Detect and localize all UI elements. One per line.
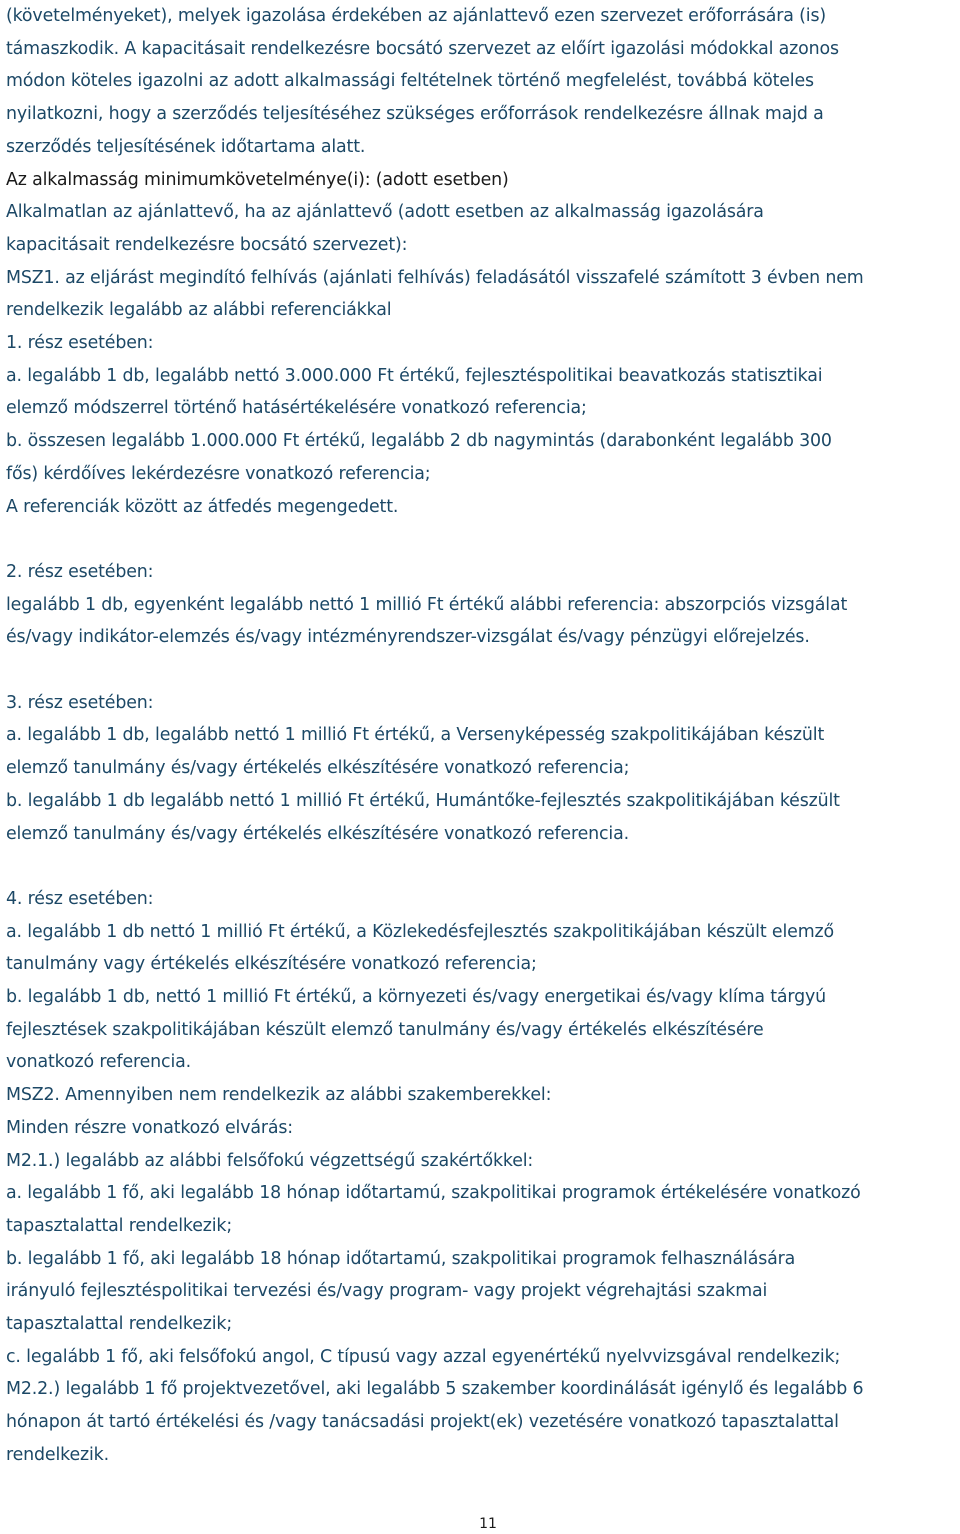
text-line: a. legalább 1 fő, aki legalább 18 hónap időtartamú, szakpolitikai programok értékelésére vonatkozó [6,1183,861,1204]
text-line: a. legalább 1 db, legalább nettó 3.000.000 Ft értékű, fejlesztéspolitikai beavatkozás statisztikai [6,365,823,386]
paragraph [6,556,956,589]
text-line: a. legalább 1 db, legalább nettó 1 millió Ft értékű, a Versenyképesség szakpolitikájában készült [6,725,825,746]
paragraph [6,1341,956,1374]
text-line: tapasztalattal rendelkezik; [6,1314,233,1335]
text-line: M2.1.) legalább az alábbi felsőfokú végzettségű szakértőkkel: [6,1150,534,1171]
section-heading [6,164,956,197]
text-line: a. legalább 1 db nettó 1 millió Ft értékű, a Közlekedésfejlesztés szakpolitikájában készült elemző [6,921,834,942]
text-line: hónapon át tartó értékelési és /vagy tanácsadási projekt(ek) vezetésére vonatkozó tapasztalattal [6,1412,839,1433]
text-line: Az alkalmasság minimumkövetelménye(i): (adott esetben) [6,169,509,190]
text-line: Minden részre vonatkozó elvárás: [6,1117,294,1138]
text-line: rendelkezik legalább az alábbi referenciákkal [6,300,392,321]
paragraph [6,1243,956,1341]
text-line: A referenciák között az átfedés megengedett. [6,496,399,517]
page-number: 11 [479,1516,497,1532]
text-line: 1. rész esetében: [6,333,154,354]
paragraph [6,916,956,981]
text-line: rendelkezik. [6,1444,109,1465]
paragraph [6,262,956,327]
document-body [6,0,956,1472]
text-line: MSZ1. az eljárást megindító felhívás (ajánlati felhívás) feladásától visszafelé számított 3 évben nem [6,267,864,288]
paragraph-gap [6,523,956,556]
text-line: b. legalább 1 db legalább nettó 1 millió Ft értékű, Humántőke-fejlesztés szakpolitikájában készült [6,790,840,811]
text-line: elemző módszerrel történő hatásértékelésére vonatkozó referencia; [6,398,587,419]
text-line: vonatkozó referencia. [6,1052,192,1073]
paragraph [6,1112,956,1145]
paragraph [6,1373,956,1471]
text-line: tapasztalattal rendelkezik; [6,1215,233,1236]
paragraph [6,981,956,1079]
text-line: c. legalább 1 fő, aki felsőfokú angol, C típusú vagy azzal egyenértékű nyelvvizsgával rendelkezik; [6,1346,841,1367]
paragraph [6,719,956,784]
paragraph [6,1145,956,1178]
text-line: M2.2.) legalább 1 fő projektvezetővel, aki legalább 5 szakember koordinálását igénylő és legalább 6 [6,1379,864,1400]
text-line: (követelményeket), melyek igazolása érdekében az ajánlattevő ezen szervezet erőforrására (is) [6,6,827,26]
paragraph [6,327,956,360]
text-line: módon köteles igazolni az adott alkalmassági feltételnek történő megfelelést, továbbá köteles [6,71,814,92]
paragraph [6,0,956,164]
paragraph-gap [6,654,956,687]
text-line: 3. rész esetében: [6,692,154,713]
text-line: 2. rész esetében: [6,561,154,582]
text-line: fős) kérdőíves lekérdezésre vonatkozó referencia; [6,463,431,484]
text-line: MSZ2. Amennyiben nem rendelkezik az alábbi szakemberekkel: [6,1085,552,1106]
paragraph [6,589,956,654]
text-line: nyilatkozni, hogy a szerződés teljesítéséhez szükséges erőforrások rendelkezésre állnak majd a [6,104,824,125]
text-line: és/vagy indikátor-elemzés és/vagy intézményrendszer-vizsgálat és/vagy pénzügyi előrejelzés. [6,627,810,648]
text-line: b. legalább 1 fő, aki legalább 18 hónap időtartamú, szakpolitikai programok felhasználására [6,1248,796,1269]
paragraph [6,196,956,261]
paragraph [6,1079,956,1112]
text-line: Alkalmatlan az ajánlattevő, ha az ajánlattevő (adott esetben az alkalmasság igazolására [6,202,764,223]
text-line: szerződés teljesítésének időtartama alatt. [6,136,366,157]
text-line: tanulmány vagy értékelés elkészítésére vonatkozó referencia; [6,954,537,975]
text-line: fejlesztések szakpolitikájában készült elemző tanulmány és/vagy értékelés elkészítésére [6,1019,764,1040]
paragraph [6,883,956,916]
paragraph [6,360,956,425]
text-line: elemző tanulmány és/vagy értékelés elkészítésére vonatkozó referencia; [6,758,630,779]
paragraph [6,491,956,524]
text-line: legalább 1 db, egyenként legalább nettó 1 millió Ft értékű alábbi referencia: abszorpciós vizsgálat [6,594,848,615]
text-line: b. összesen legalább 1.000.000 Ft értékű, legalább 2 db nagymintás (darabonként legalább 300 [6,431,832,452]
text-line: b. legalább 1 db, nettó 1 millió Ft értékű, a környezeti és/vagy energetikai és/vagy klíma tárgyú [6,987,826,1008]
text-line: támaszkodik. A kapacitásait rendelkezésre bocsátó szervezet az előírt igazolási módokkal azonos [6,38,839,59]
paragraph [6,1177,956,1242]
paragraph [6,687,956,720]
text-line: 4. rész esetében: [6,888,154,909]
paragraph-gap [6,850,956,883]
text-line: kapacitásait rendelkezésre bocsátó szervezet): [6,234,408,255]
paragraph [6,425,956,490]
text-line: irányuló fejlesztéspolitikai tervezési és/vagy program- vagy projekt végrehajtási szakmai [6,1281,768,1302]
text-line: elemző tanulmány és/vagy értékelés elkészítésére vonatkozó referencia. [6,823,629,844]
paragraph [6,785,956,850]
